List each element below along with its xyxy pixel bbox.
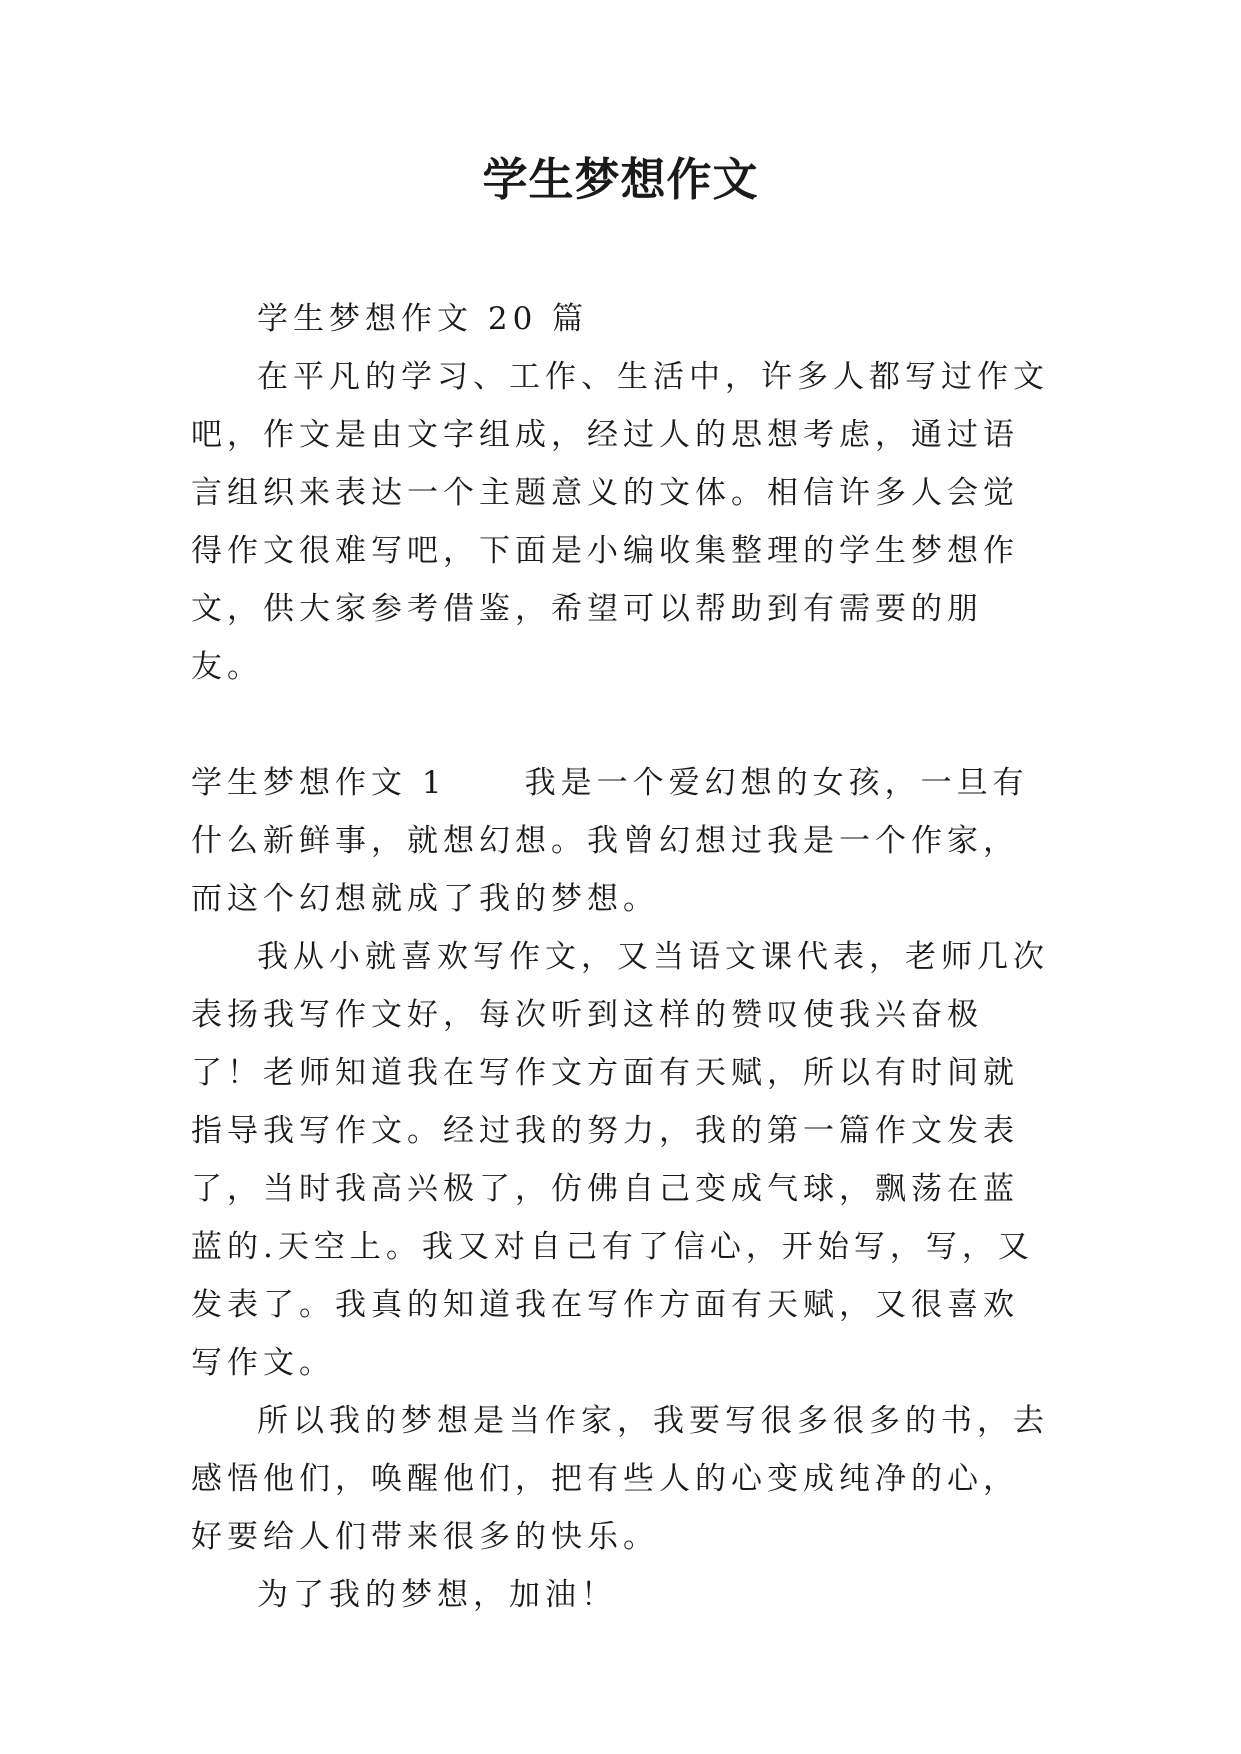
essay-first-paragraph xyxy=(191,754,1053,928)
essay-paragraph-4: 为了我的梦想，加油！ xyxy=(257,1577,617,1613)
essay-paragraph-2: 我从小就喜欢写作文，又当语文课代表，老师几次表扬我写作文好，每次听到这样的赞叹使我兴奋极了！老师知道我在写作文方面有天赋，所以有时间就指导我写作文。经过我的努力，我的第一篇作文发表了，当时我高兴极了，仿佛自己变成气球，飘荡在蓝蓝的.天空上。我又对自己有了信心，开始写，写，又发表了。我真的知道我在写作方面有天赋，又很喜欢写作文。 xyxy=(191,939,1049,1381)
essay-paragraph-1: 我是一个爱幻想的女孩，一旦有什么新鲜事，就想幻想。我曾幻想过我是一个作家，而这个幻想就成了我的梦想。 xyxy=(191,765,1029,917)
essay-heading: 学生梦想作文 1 xyxy=(191,765,447,801)
intro-paragraph: 在平凡的学习、工作、生活中，许多人都写过作文吧，作文是由文字组成，经过人的思想考虑，通过语言组织来表达一个主题意义的文体。相信许多人会觉得作文很难写吧，下面是小编收集整理的学生梦想作文，供大家参考借鉴，希望可以帮助到有需要的朋友。 xyxy=(191,359,1049,685)
collection-subtitle: 学生梦想作文 20 篇 xyxy=(257,301,589,337)
document-body xyxy=(191,290,1053,1624)
essay-paragraph-3: 所以我的梦想是当作家，我要写很多很多的书，去感悟他们，唤醒他们，把有些人的心变成纯净的心，好要给人们带来很多的快乐。 xyxy=(191,1403,1049,1555)
document-title: 学生梦想作文 xyxy=(482,153,759,206)
paragraph-gap xyxy=(191,696,1053,754)
